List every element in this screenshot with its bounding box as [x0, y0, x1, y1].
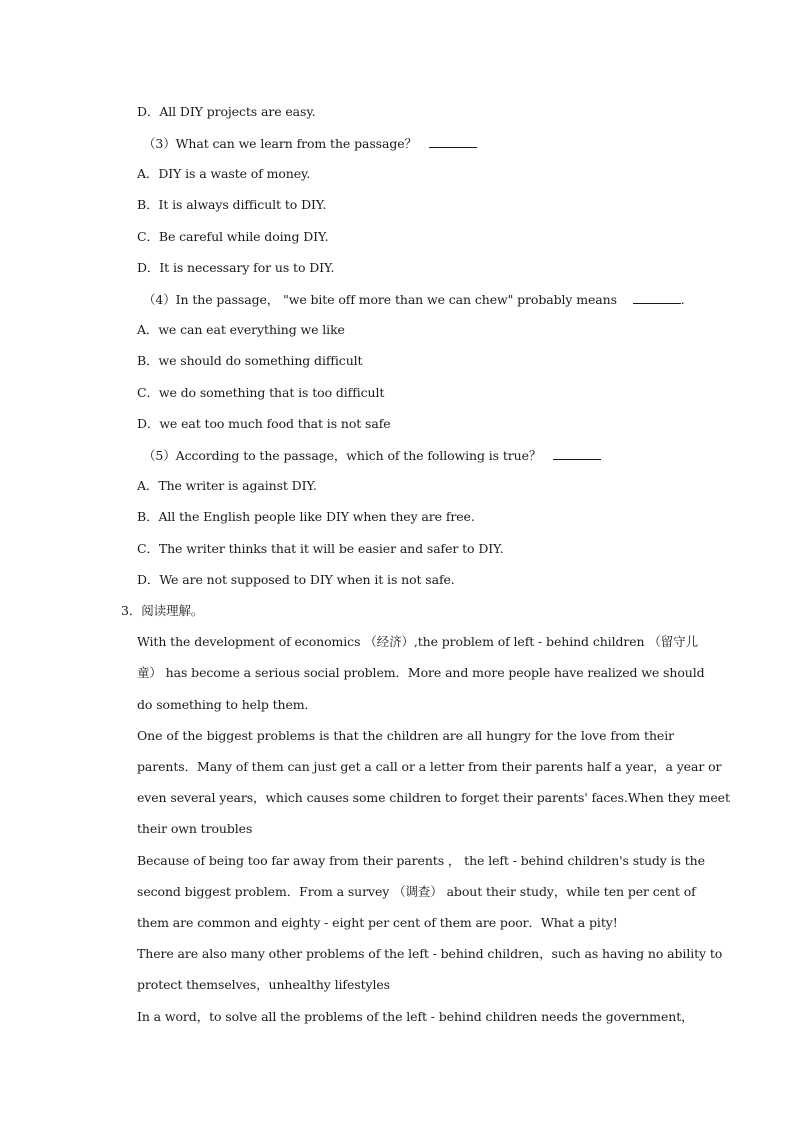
q2-option-d: D．All DIY projects are easy.: [137, 104, 316, 119]
passage-line: One of the biggest problems is that the children are all hungry for the love from their: [137, 728, 674, 743]
q4-option-c: C．we do something that is too difficult: [137, 385, 385, 400]
passage-line: In a word，to solve all the problems of the left - behind children needs the government，: [137, 1009, 694, 1024]
q4-option-a: A．we can eat everything we like: [137, 322, 345, 337]
q3-stem-text: （3）What can we learn from the passage？: [143, 136, 417, 151]
passage-line: protect themselves，unhealthy lifestyles: [137, 977, 390, 992]
q5-option-a: A．The writer is against DIY.: [137, 478, 317, 493]
q5-answer-blank[interactable]: [553, 447, 601, 460]
q4-answer-blank[interactable]: [633, 291, 681, 304]
q5-stem: [143, 447, 601, 464]
q4-option-d: D．we eat too much food that is not safe: [137, 416, 391, 431]
passage-line: their own troubles: [137, 821, 253, 836]
passage-line: 童） has become a serious social problem．More and more people have realized we should: [137, 665, 705, 680]
passage-line: second biggest problem．From a survey （调查） about their study，while ten per cent of: [137, 884, 696, 899]
q4-stem-period: .: [680, 292, 685, 307]
q3-option-a: A．DIY is a waste of money.: [137, 166, 311, 181]
q3-option-c: C．Be careful while doing DIY.: [137, 229, 329, 244]
passage-line: There are also many other problems of the left - behind children，such as having no ability to: [137, 946, 723, 961]
q4-stem-text: （4）In the passage， "we bite off more than we can chew" probably means: [143, 292, 617, 307]
q4-option-b: B．we should do something difficult: [137, 353, 363, 368]
q5-option-d: D．We are not supposed to DIY when it is not safe.: [137, 572, 455, 587]
passage-line: With the development of economics （经济）,the problem of left - behind children （留守儿: [137, 634, 698, 649]
q5-stem-text: （5）According to the passage，which of the following is true？: [143, 448, 542, 463]
q3-option-b: B．It is always difficult to DIY.: [137, 197, 327, 212]
passage-line: parents．Many of them can just get a call or a letter from their parents half a year，a year or: [137, 759, 722, 774]
section-3-heading: 3．阅读理解。: [121, 603, 204, 618]
q4-stem: [143, 291, 685, 308]
q3-option-d: D．It is necessary for us to DIY.: [137, 260, 335, 275]
q5-option-c: C．The writer thinks that it will be easier and safer to DIY.: [137, 541, 504, 556]
q5-option-b: B．All the English people like DIY when they are free.: [137, 509, 475, 524]
q3-stem: [143, 135, 477, 152]
passage-line: Because of being too far away from their parents ， the left - behind children's study is the: [137, 853, 705, 868]
passage-line: them are common and eighty - eight per cent of them are poor．What a pity!: [137, 915, 618, 930]
passage-line: even several years，which causes some children to forget their parents' faces.When they meet: [137, 790, 730, 805]
passage-line: do something to help them．: [137, 697, 317, 712]
q3-answer-blank[interactable]: [429, 135, 477, 148]
